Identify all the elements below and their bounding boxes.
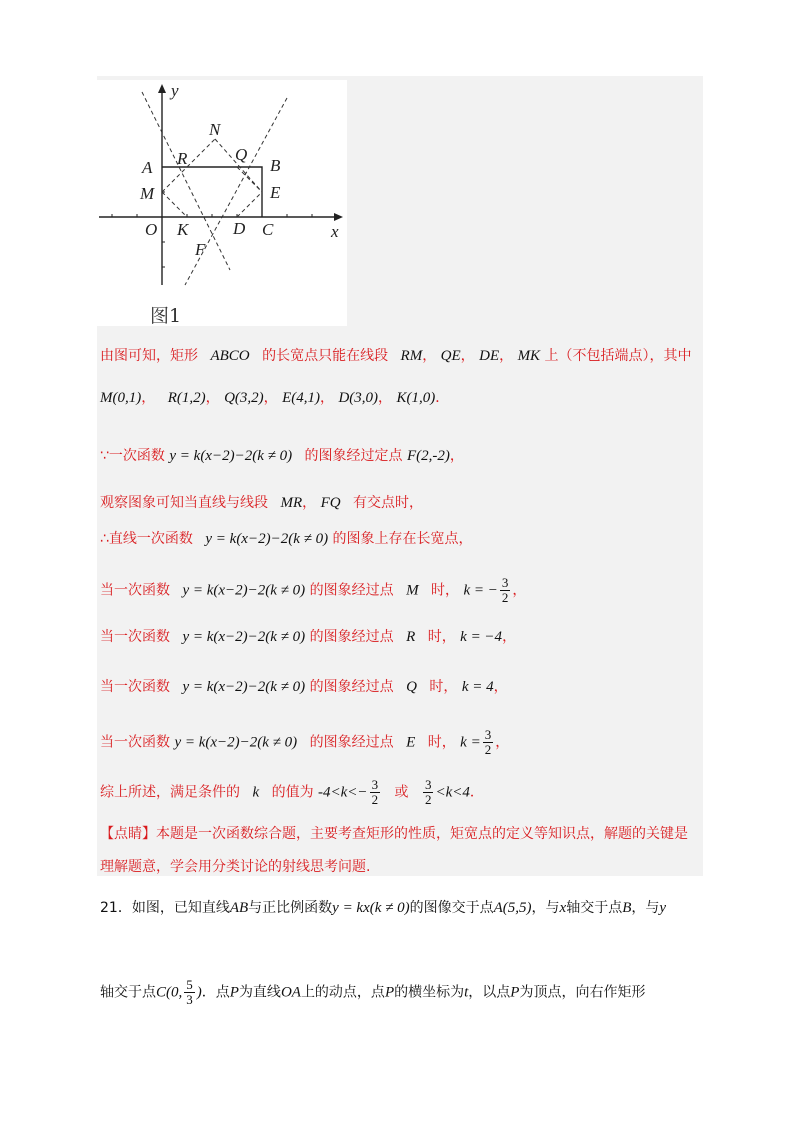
label-y: y xyxy=(171,81,179,100)
label-r: R xyxy=(177,149,188,168)
comment-line-1: 【点睛】本题是一次函数综合题，主要考查矩形的性质，矩宽点的定义等知识点，解题的关键是 xyxy=(100,826,688,842)
label-x: x xyxy=(331,222,339,241)
conclusion: 综上所述，满足条件的 k 的值为 -4<k<− $\frac{3}{2}$ 或 $\frac{3}{2}$ <k<4． xyxy=(100,777,484,807)
solution-line-3: ∵一次函数 y = k(x−2)−2(k ≠ 0) 的图象经过定点 F(2,-2)， xyxy=(100,448,464,464)
solution-line-1: 由图可知，矩形 ABCO 的长宽点只能在线段 RM， QE， DE， MK 上（不包括端点），其中 xyxy=(100,348,692,364)
label-k: K xyxy=(177,220,189,239)
label-m: M xyxy=(140,184,155,203)
question-21-line-1: 21．如图，已知直线AB与正比例函数y = kx(k ≠ 0)的图像交于点A(5,5)，与x轴交于点B，与y xyxy=(100,900,667,916)
solution-line-2: M(0,1)， R(1,2)， Q(3,2)， E(4,1)， D(3,0)， K(1,0)． xyxy=(100,390,450,406)
label-e: E xyxy=(270,183,281,202)
case-2: 当一次函数 y = k(x−2)−2(k ≠ 0) 的图象经过点 R 时， k = −4， xyxy=(100,629,517,645)
label-c: C xyxy=(262,220,274,239)
case-3: 当一次函数 y = k(x−2)−2(k ≠ 0) 的图象经过点 Q 时， k = 4， xyxy=(100,679,508,695)
rectangle-abco xyxy=(162,167,262,217)
label-f: F xyxy=(195,240,206,259)
case-1: 当一次函数 y = k(x−2)−2(k ≠ 0) 的图象经过点 M 时， k = − $\frac{3}{2}$ ， xyxy=(100,575,527,605)
solution-line-5: ∴直线一次函数 y = k(x−2)−2(k ≠ 0) 的图象上存在长宽点， xyxy=(100,531,473,547)
label-q: Q xyxy=(235,145,248,164)
figure-caption: 图1 xyxy=(150,305,182,327)
label-d: D xyxy=(233,219,246,238)
label-a: A xyxy=(142,158,153,177)
y-axis-arrow xyxy=(158,84,166,93)
x-axis-arrow xyxy=(334,213,343,221)
case-4: 当一次函数 y = k(x−2)−2(k ≠ 0) 的图象经过点 E 时， k = $\frac{3}{2}$ ， xyxy=(100,727,510,757)
coordinate-diagram xyxy=(97,80,347,326)
label-o: O xyxy=(145,220,158,239)
question-21-line-2: 轴交于点C(0, $\frac{5}{3}$ )．点P为直线OA上的动点，点P的横坐标为t，以点P为顶点，向右作矩形 xyxy=(100,977,646,1007)
figure-1 xyxy=(97,80,347,326)
label-n: N xyxy=(209,120,221,139)
solution-line-4: 观察图象可知当直线与线段 MR， FQ 有交点时， xyxy=(100,495,424,511)
label-b: B xyxy=(270,156,281,175)
comment-line-2: 理解题意，学会用分类讨论的射线思考问题. xyxy=(100,859,371,875)
